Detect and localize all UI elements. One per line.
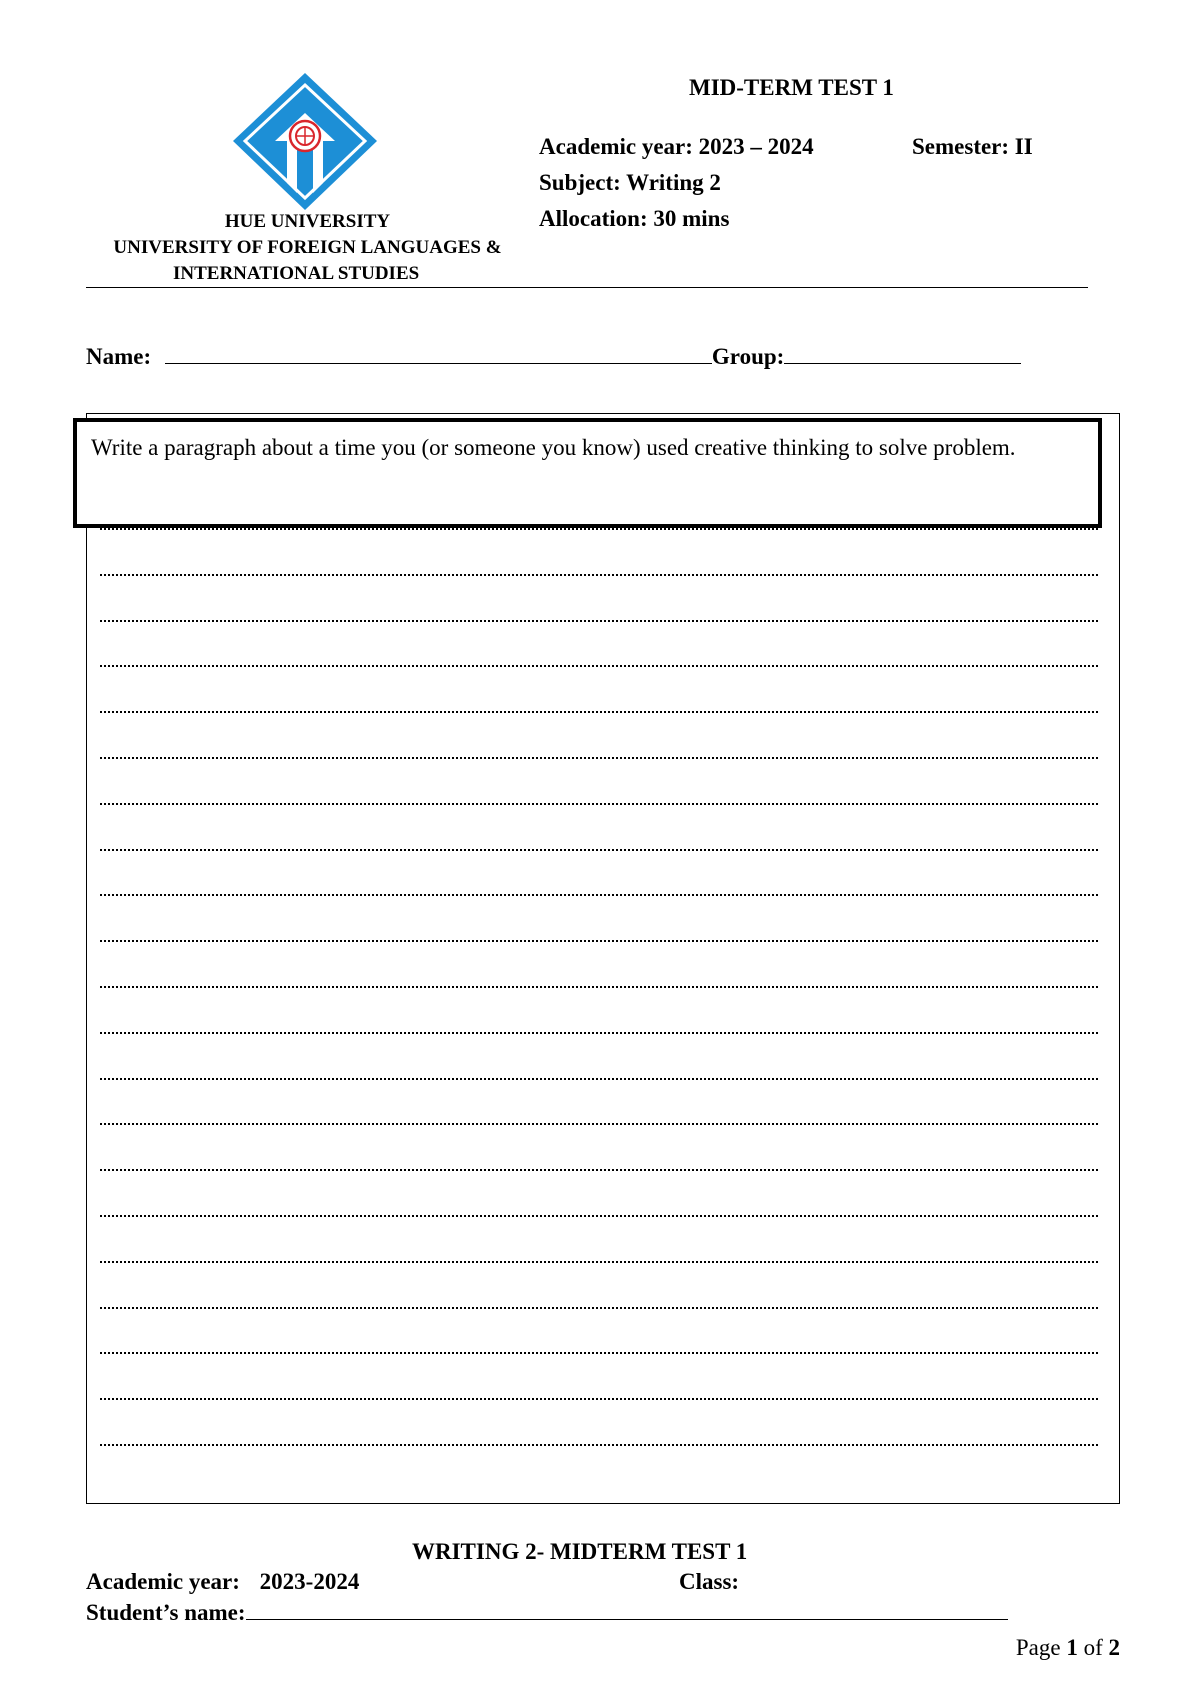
answer-line[interactable]	[100, 757, 1098, 759]
group-field[interactable]	[784, 343, 1021, 364]
answer-line[interactable]	[100, 574, 1098, 576]
answer-line[interactable]	[100, 528, 1098, 530]
page-total: 2	[1108, 1635, 1120, 1660]
answer-line[interactable]	[100, 803, 1098, 805]
answer-line[interactable]	[100, 665, 1098, 667]
name-label: Name:	[86, 344, 152, 369]
faculty-name-line1: UNIVERSITY OF FOREIGN LANGUAGES &	[113, 237, 502, 258]
page-current: 1	[1066, 1635, 1078, 1660]
answer-line[interactable]	[100, 894, 1098, 896]
answer-line[interactable]	[100, 1215, 1098, 1217]
answer-line[interactable]	[100, 849, 1098, 851]
footer-student-name-field[interactable]	[246, 1599, 1008, 1620]
answer-line[interactable]	[100, 1032, 1098, 1034]
page-number	[1016, 1635, 1120, 1661]
answer-box[interactable]	[86, 413, 1120, 1504]
answer-line[interactable]	[100, 1123, 1098, 1125]
page-word: Page	[1015, 1635, 1061, 1660]
footer-academic-year	[86, 1569, 359, 1595]
answer-line[interactable]	[100, 1398, 1098, 1400]
university-name: HUE UNIVERSITY	[224, 211, 391, 232]
answer-line[interactable]	[100, 940, 1098, 942]
footer-class-label: Class:	[679, 1569, 740, 1594]
semester: Semester: II	[912, 134, 1033, 159]
answer-line[interactable]	[100, 1169, 1098, 1171]
footer-title: WRITING 2- MIDTERM TEST 1	[412, 1539, 748, 1564]
group-label: Group:	[711, 344, 785, 369]
academic-year: Academic year: 2023 – 2024	[539, 134, 814, 159]
footer-student-name	[86, 1599, 1008, 1626]
answer-line[interactable]	[100, 1261, 1098, 1263]
answer-line[interactable]	[100, 1078, 1098, 1080]
name-field[interactable]	[165, 343, 712, 364]
student-info-row	[86, 343, 1021, 370]
writing-prompt: Write a paragraph about a time you (or someone you know) used creative thinking to solve problem.	[73, 418, 1102, 528]
university-logo-icon	[231, 71, 379, 212]
answer-line[interactable]	[100, 711, 1098, 713]
answer-line[interactable]	[100, 1307, 1098, 1309]
page-of: of	[1083, 1635, 1103, 1660]
footer-student-name-label: Student’s name:	[86, 1600, 246, 1625]
answer-line[interactable]	[100, 620, 1098, 622]
header-rule	[86, 263, 1088, 288]
test-title: MID-TERM TEST 1	[689, 75, 894, 100]
answer-line[interactable]	[100, 1444, 1098, 1446]
faculty-name-line2: INTERNATIONAL STUDIES	[173, 263, 420, 284]
subject: Subject: Writing 2	[539, 170, 721, 195]
footer-academic-year-label: Academic year:	[86, 1569, 240, 1594]
footer-academic-year-value: 2023-2024	[259, 1569, 360, 1594]
answer-line[interactable]	[100, 1352, 1098, 1354]
answer-line[interactable]	[100, 986, 1098, 988]
allocation: Allocation: 30 mins	[539, 206, 730, 231]
